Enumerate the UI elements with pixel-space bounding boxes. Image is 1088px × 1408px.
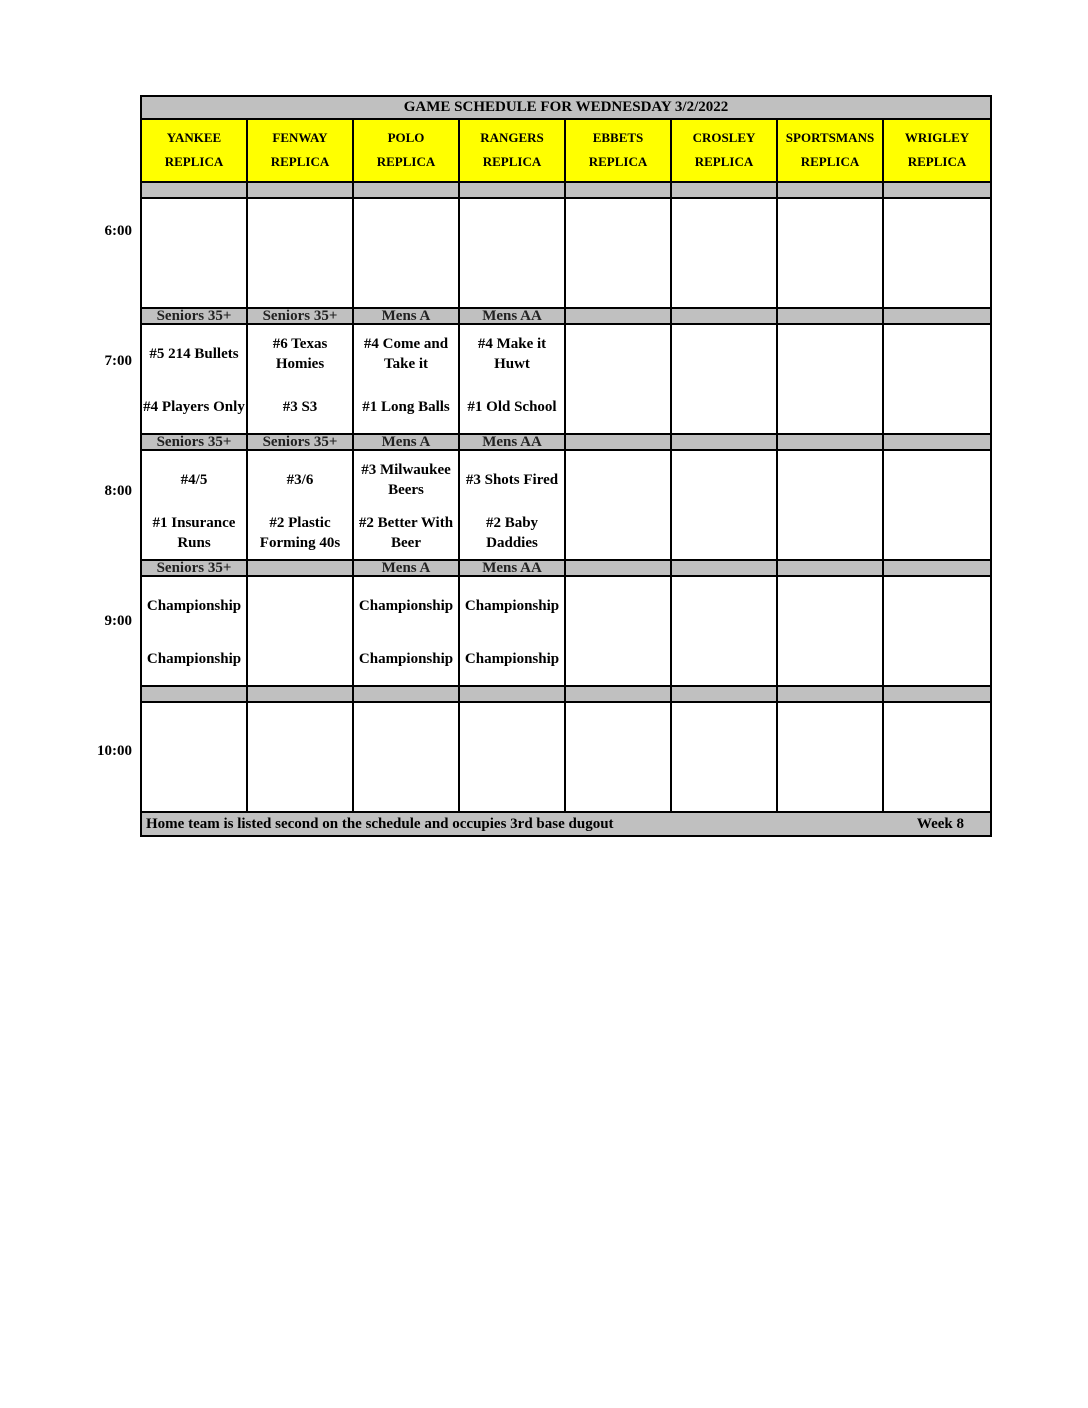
visiting-team [672,325,776,380]
game-cell [884,577,990,685]
field-header: POLO REPLICA [354,120,460,181]
home-team: #3 S3 [282,398,318,415]
visiting-team [142,199,246,254]
division-row [142,561,990,577]
visiting-team [248,577,352,632]
division-label [142,687,248,701]
game-cell [354,325,460,433]
division-label [248,561,354,575]
division-label: Seniors 35+ [248,435,354,449]
visiting-team [778,199,882,254]
home-team: #2 Better With Beer [358,514,454,551]
visiting-team [778,451,882,506]
game-cell [248,703,354,811]
home-team: #2 Baby Daddies [485,514,539,551]
time-slots [142,183,990,813]
visiting-team [354,199,458,254]
division-label [884,561,990,575]
division-row [142,183,990,199]
division-label [354,687,460,701]
home-team: Championship [464,650,560,667]
game-cell [884,703,990,811]
time-label: 6:00 [104,223,132,239]
visiting-team [566,703,670,758]
footer [142,813,990,835]
home-team [354,254,458,307]
field-header: CROSLEY REPLICA [672,120,778,181]
visiting-team [354,703,458,758]
game-cell [248,199,354,307]
game-cell [460,199,566,307]
division-label: Mens A [354,309,460,323]
game-cell [354,451,460,559]
visiting-team [672,199,776,254]
visiting-team [778,703,882,758]
field-header: EBBETS REPLICA [566,120,672,181]
game-cell [354,577,460,685]
footer-note: Home team is listed second on the schedule and occupies 3rd base dugout [146,815,614,832]
division-label [566,435,672,449]
game-cell [142,703,248,811]
home-team [884,758,990,811]
field-header: YANKEE REPLICA [142,120,248,181]
home-team: #1 Insurance Runs [152,514,236,551]
home-team [672,254,776,307]
visiting-team [460,199,564,254]
time-label: 9:00 [104,613,132,629]
visiting-team: Championship [464,597,560,614]
home-team [778,506,882,559]
visiting-team: #4 Come and Take it [363,335,449,372]
home-team [778,380,882,433]
game-cell [248,577,354,685]
home-team [566,758,670,811]
slot-row [142,325,990,435]
visiting-team: #4 Make it Huwt [477,335,547,372]
visiting-team [884,451,990,506]
visiting-team: #5 214 Bullets [149,345,239,362]
visiting-team: Championship [358,597,454,614]
game-cell [884,325,990,433]
division-label: Mens A [354,435,460,449]
division-label [566,687,672,701]
game-cell [566,199,672,307]
division-label [884,309,990,323]
division-label [778,435,884,449]
visiting-team [460,703,564,758]
visiting-team [142,703,246,758]
game-cell [248,325,354,433]
division-label: Seniors 35+ [142,309,248,323]
visiting-team [672,451,776,506]
division-label [566,309,672,323]
visiting-team [672,703,776,758]
division-label [884,687,990,701]
division-label [460,687,566,701]
schedule-table [140,95,992,837]
division-label: Seniors 35+ [248,309,354,323]
game-cell [778,577,884,685]
visiting-team [566,451,670,506]
game-cell [354,199,460,307]
division-label [672,183,778,197]
game-cell [884,451,990,559]
visiting-team: #4/5 [180,471,208,488]
home-team: #4 Players Only [143,398,245,415]
week-label: Week 8 [916,815,964,832]
home-team [884,632,990,685]
game-cell [884,199,990,307]
division-label [566,561,672,575]
visiting-team [566,577,670,632]
time-label: 8:00 [104,483,132,499]
visiting-team [566,199,670,254]
home-team: #1 Long Balls [362,398,450,415]
division-label: Seniors 35+ [142,435,248,449]
home-team [672,758,776,811]
visiting-team: #3/6 [286,471,314,488]
visiting-team [778,577,882,632]
home-team: Championship [358,650,454,667]
home-team: #2 Plastic Forming 40s [259,514,341,551]
home-team: #1 Old School [467,398,557,415]
game-cell [672,325,778,433]
visiting-team [248,703,352,758]
home-team [778,632,882,685]
home-team [672,380,776,433]
game-cell [566,577,672,685]
home-team [460,758,564,811]
home-team: Championship [146,650,242,667]
schedule-title: GAME SCHEDULE FOR WEDNESDAY 3/2/2022 [142,97,990,120]
visiting-team [884,325,990,380]
time-label: 7:00 [104,353,132,369]
home-team [884,380,990,433]
home-team [672,632,776,685]
game-cell [142,451,248,559]
game-cell [566,703,672,811]
slot-row [142,577,990,687]
game-cell [142,577,248,685]
game-cell [142,199,248,307]
visiting-team [884,199,990,254]
game-cell [460,577,566,685]
visiting-team: #6 Texas Homies [272,335,328,372]
game-cell [460,325,566,433]
game-cell [778,451,884,559]
game-cell [778,325,884,433]
home-team [566,380,670,433]
field-header: RANGERS REPLICA [460,120,566,181]
division-label [778,561,884,575]
division-label [778,183,884,197]
visiting-team [566,325,670,380]
home-team [672,506,776,559]
home-team [248,758,352,811]
home-team [142,254,246,307]
division-label: Mens AA [460,435,566,449]
division-label: Seniors 35+ [142,561,248,575]
division-row [142,687,990,703]
field-header-row [142,120,990,183]
visiting-team: #3 Shots Fired [465,471,559,488]
division-row [142,435,990,451]
division-label: Mens AA [460,561,566,575]
field-header: FENWAY REPLICA [248,120,354,181]
division-label [566,183,672,197]
game-cell [460,703,566,811]
game-cell [672,451,778,559]
division-label [778,687,884,701]
division-row [142,309,990,325]
division-label: Mens AA [460,309,566,323]
home-team [884,254,990,307]
slot-row [142,199,990,309]
home-team [248,254,352,307]
division-label [672,309,778,323]
visiting-team [248,199,352,254]
game-cell [672,199,778,307]
field-header: WRIGLEY REPLICA [904,130,970,169]
division-label [354,183,460,197]
game-cell [142,325,248,433]
home-team [778,254,882,307]
home-team [460,254,564,307]
home-team [142,758,246,811]
visiting-team [884,577,990,632]
division-label [884,183,990,197]
visiting-team [672,577,776,632]
visiting-team [884,703,990,758]
game-cell [354,703,460,811]
home-team [566,632,670,685]
home-team [884,506,990,559]
visiting-team: Championship [146,597,242,614]
game-cell [778,199,884,307]
division-label [672,435,778,449]
field-header: SPORTSMANS REPLICA [778,120,884,181]
division-label [672,561,778,575]
game-cell [672,577,778,685]
division-label: Mens A [354,561,460,575]
division-label [460,183,566,197]
home-team [248,632,352,685]
division-label [884,435,990,449]
home-team [566,254,670,307]
slot-row [142,703,990,813]
game-cell [778,703,884,811]
division-label [778,309,884,323]
visiting-team [778,325,882,380]
game-cell [460,451,566,559]
game-cell [248,451,354,559]
division-label [142,183,248,197]
home-team [566,506,670,559]
home-team [778,758,882,811]
home-team [354,758,458,811]
slot-row [142,451,990,561]
game-cell [566,451,672,559]
game-cell [672,703,778,811]
division-label [248,687,354,701]
visiting-team: #3 Milwaukee Beers [361,461,451,498]
time-label: 10:00 [97,743,132,759]
division-label [248,183,354,197]
game-cell [566,325,672,433]
division-label [672,687,778,701]
